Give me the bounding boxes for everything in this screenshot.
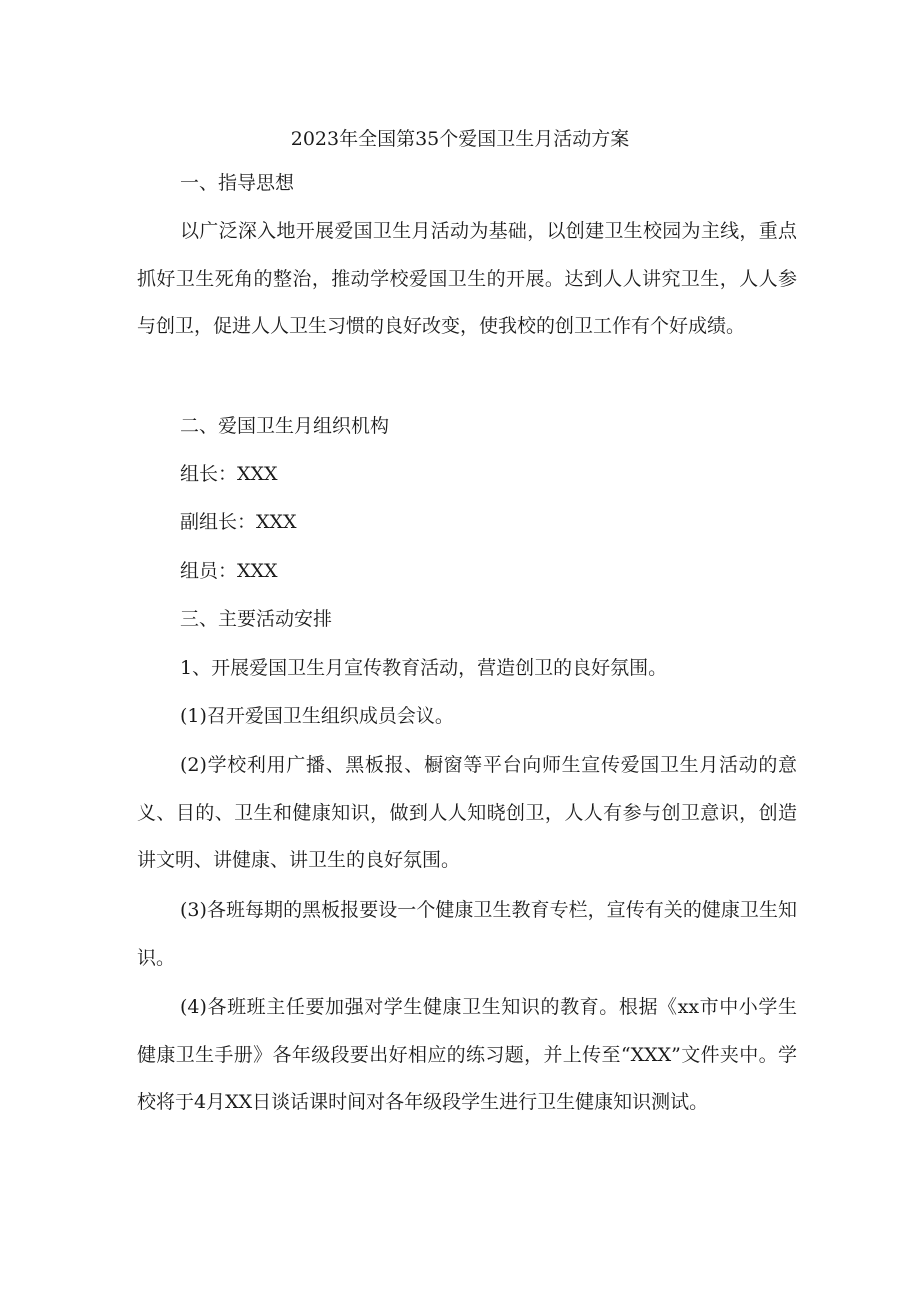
activity-item-1: 1、开展爱国卫生月宣传教育活动，营造创卫的良好氛围。 (180, 657, 668, 679)
activity-item-1-2: (2)学校利用广播、黑板报、橱窗等平台向师生宣传爱国卫生月活动的意义、目的、卫生和健康知识，做到人人知晓创卫，人人有参与创卫意识，创造讲文明、讲健康、讲卫生的良好氛围。 (137, 754, 797, 871)
activity-item-1-4: (4)各班班主任要加强对学生健康卫生知识的教育。根据《xx市中小学生健康卫生手册》各年级段要出好相应的练习题，并上传至“XXX”文件夹中。学校将于4月XX日谈话课时间对各年级段学生进行卫生健康知识测试。 (137, 996, 797, 1113)
paragraph-guiding-thought: 以广泛深入地开展爱国卫生月活动为基础，以创建卫生校园为主线，重点抓好卫生死角的整治，推动学校爱国卫生的开展。达到人人讲究卫生，人人参与创卫，促进人人卫生习惯的良好改变，使我校的创卫工作有个好成绩。 (137, 220, 797, 337)
document-title: 2023年全国第35个爱国卫生月活动方案 (290, 128, 630, 150)
section-heading-guiding-thought: 一、指导思想 (180, 172, 295, 194)
section-heading-activities: 三、主要活动安排 (180, 608, 333, 630)
org-deputy-leader: 副组长：XXX (180, 511, 297, 533)
org-member: 组员：XXX (180, 560, 278, 582)
activity-item-1-1: (1)召开爱国卫生组织成员会议。 (180, 705, 454, 727)
org-leader: 组长：XXX (180, 463, 278, 485)
activity-item-1-3: (3)各班每期的黑板报要设一个健康卫生教育专栏，宣传有关的健康卫生知识。 (137, 899, 797, 969)
section-heading-organization: 二、爱国卫生月组织机构 (180, 415, 390, 437)
